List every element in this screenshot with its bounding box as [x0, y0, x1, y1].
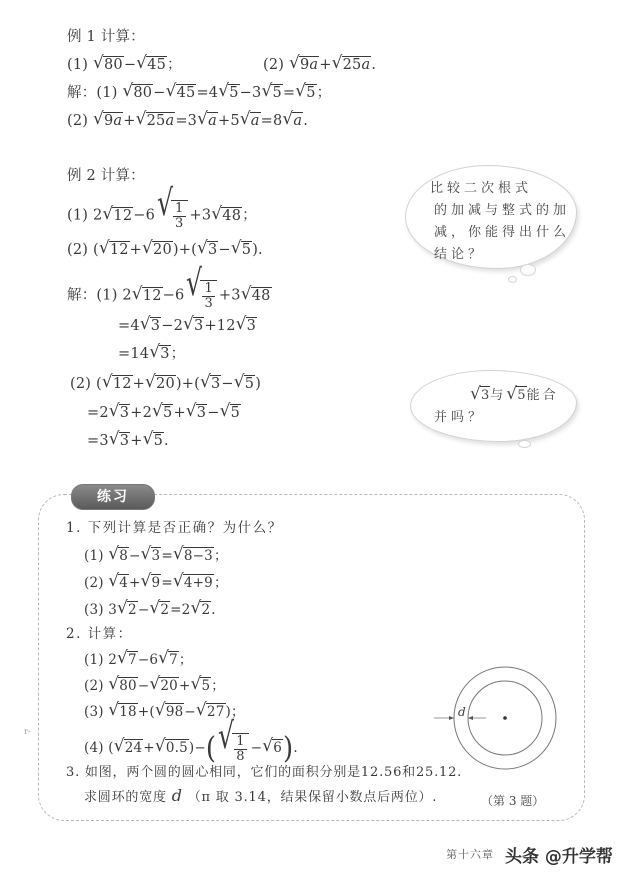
solution-label: 解：	[67, 287, 97, 304]
bubble2-line2: 并吗？	[434, 410, 486, 425]
example2-title: 例 2 计算：	[67, 168, 145, 184]
footer-chapter: 第十六章	[446, 848, 494, 861]
item-label: (1)	[84, 548, 104, 564]
problem-label: (2)	[263, 57, 285, 73]
example1-title: 例 1 计算：	[67, 29, 145, 45]
example1-solution1: 解：(1) √ 80− √ 45=4 √ 5−3 √ 5= √ 5；	[67, 83, 331, 103]
bubble2-line1: √ 3与 √ 5能合	[470, 384, 559, 408]
example2-solution2: (2) ( √ 12+ √ 20)+( √ 3− √ 5)	[70, 374, 261, 394]
exercise-q2-item4: (4) ( √ 24+ √ 0.5)−( √ $\frac{1}{8}$ − √ 6).	[84, 733, 298, 764]
watermark: 头条 @升学帮	[505, 847, 613, 867]
example1-problem1: (1) √ 80− √ 45；	[67, 55, 182, 75]
example2-problem2: (2) ( √ 12+ √ 20)+( √ 3− √ 5).	[67, 240, 263, 260]
figure-label-d: d	[458, 705, 466, 719]
example2-solution1-step3: =14 √ 3；	[118, 344, 185, 364]
solution-item-label: (1)	[96, 85, 118, 101]
exercise-q1-item2: (2) √ 4+ √ 9= √ 4+9；	[84, 573, 228, 593]
solution-item-label: (2)	[67, 113, 89, 129]
example2-solution1: 解：(1) 2 √ 12−6 √ $\frac{1}{3}$ +3 √ 48	[67, 280, 272, 311]
item-label: (4)	[84, 740, 104, 756]
exercise-q1-item3: (3) 3 √ 2− √ 2=2 √ 2.	[84, 600, 216, 620]
example2-solution2-step2: =2 √ 3+2 √ 5+ √ 3− √ 5	[87, 403, 241, 423]
solution-label: 解：	[67, 85, 97, 101]
figure-caption: （第 3 题）	[481, 794, 545, 808]
bubble1-line3: 减，你能得出什么	[434, 225, 571, 240]
exercise-q3-line1: 3. 如图，两个圆的圆心相同，它们的面积分别是12.56和25.12.	[66, 765, 463, 780]
bubble-puff	[520, 264, 536, 276]
item-label: (2)	[84, 575, 104, 591]
example2-solution2-step3: =3 √ 3+ √ 5.	[87, 431, 169, 451]
problem-label: (1)	[67, 57, 89, 73]
item-label: (3)	[84, 602, 104, 618]
bubble1-line2: 的加减与整式的加	[434, 203, 571, 218]
item-label: (2)	[84, 678, 104, 694]
exercise-q1-item1: (1) √ 8− √ 3= √ 8−3；	[84, 546, 228, 566]
bubble1-line4: 结论？	[434, 247, 486, 262]
example2-solution1-step2: =4 √ 3−2 √ 3+12 √ 3	[118, 316, 257, 336]
example1-solution2: (2) √ 9a+ √ 25a=3 √ a+5 √ a=8 √ a.	[67, 111, 308, 131]
exercise-q2-title: 2. 计算：	[66, 626, 133, 642]
item-label: (1)	[84, 652, 104, 668]
margin-mark: r-	[24, 727, 31, 736]
exercise-q1-title: 1. 下列计算是否正确？为什么？	[66, 520, 283, 536]
bubble-puff	[518, 440, 531, 448]
exercise-q3-line2: 求圆环的宽度 d （π 取 3.14，结果保留小数点后两位）.	[84, 786, 438, 805]
bubble1-line1: 比较二次根式	[430, 181, 533, 196]
exercise-badge: 练习	[71, 484, 155, 510]
exercise-q2-item1: (1) 2 √ 7−6 √ 7；	[84, 650, 193, 670]
variable-d: d	[171, 786, 183, 805]
item-label: (3)	[84, 704, 104, 720]
problem-label: (2)	[67, 242, 89, 258]
bubble-puff	[508, 276, 517, 283]
example2-problem1: (1) 2 √ 12−6 √ $\frac{1}{3}$ +3 √ 48；	[67, 200, 257, 231]
problem-label: (1)	[67, 207, 89, 224]
solution-item-label: (1)	[96, 287, 118, 304]
solution-item-label: (2)	[70, 376, 92, 392]
concentric-circles-figure	[430, 660, 570, 780]
exercise-q2-item3: (3) √ 18+( √ 98− √ 27)；	[84, 702, 245, 722]
exercise-q2-item2: (2) √ 80− √ 20+ √ 5；	[84, 676, 225, 696]
example1-problem2: (2) √ 9a+ √ 25a.	[263, 55, 376, 75]
